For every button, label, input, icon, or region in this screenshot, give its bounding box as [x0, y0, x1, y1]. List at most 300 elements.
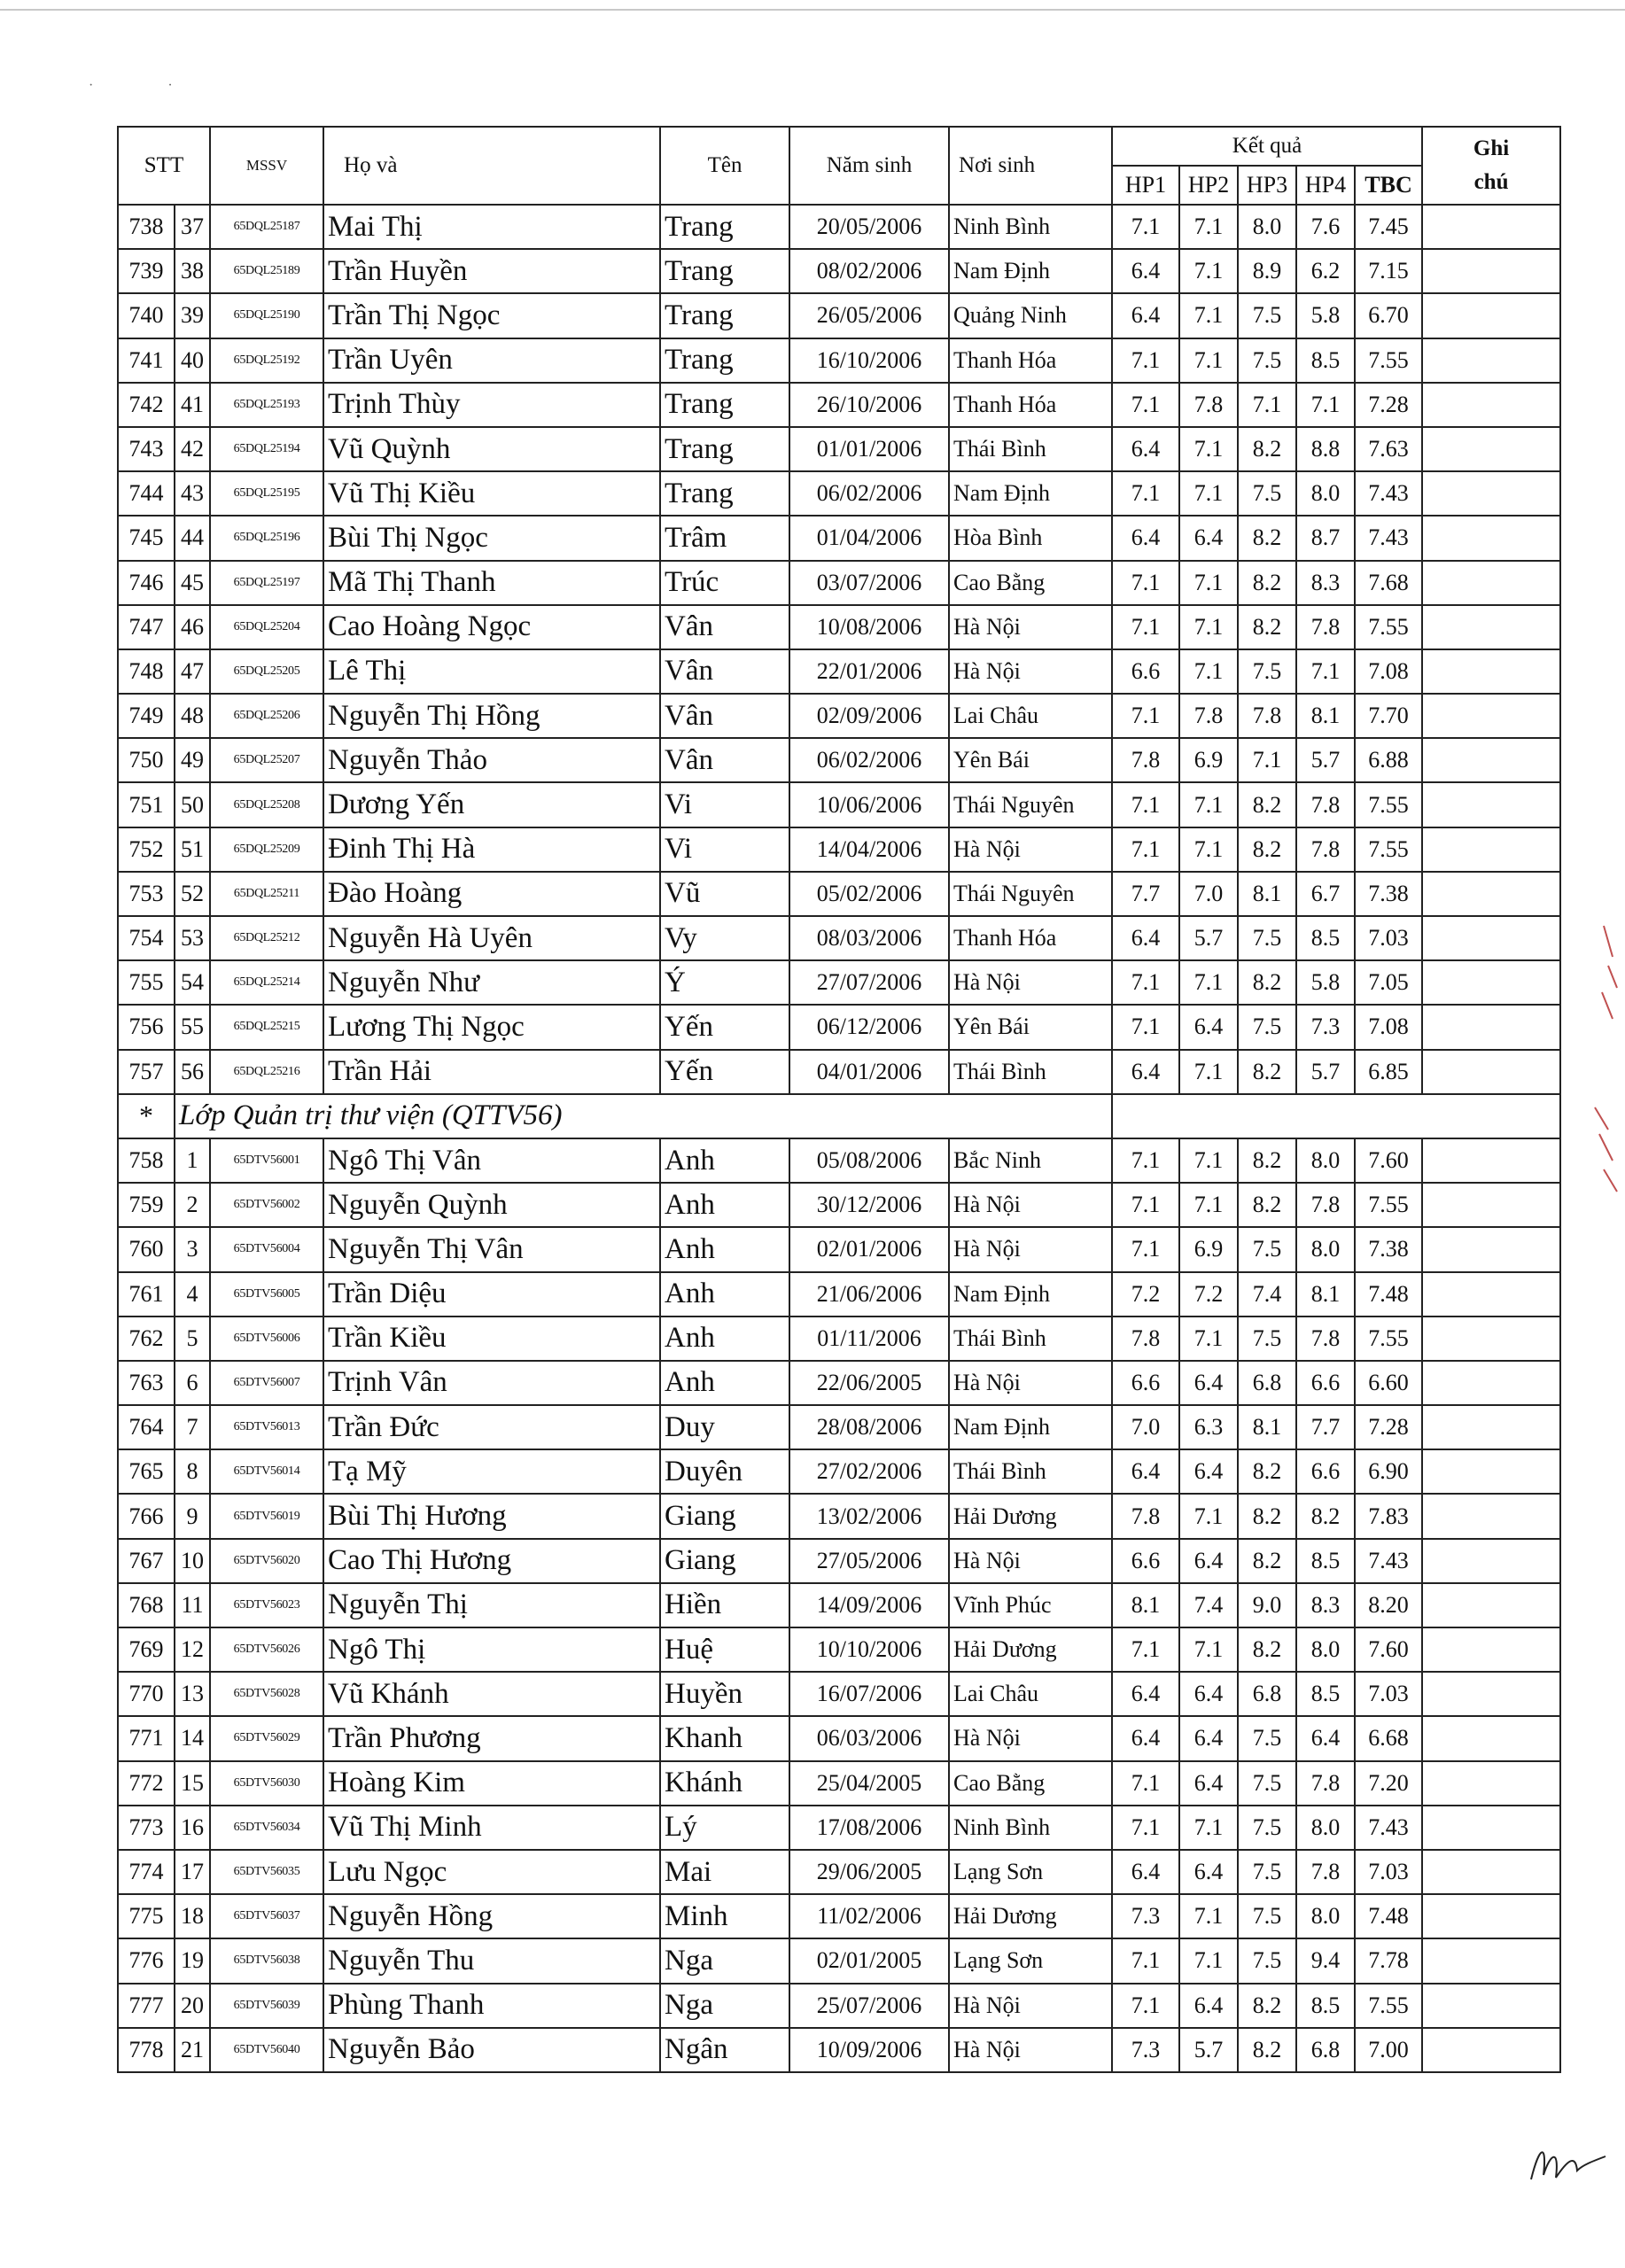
row-ten: Anh [660, 1138, 789, 1183]
row-ho-va: Vũ Thị Kiều [323, 471, 660, 516]
row-hp3: 8.0 [1238, 205, 1296, 249]
row-hp1: 7.1 [1112, 605, 1179, 649]
row-ho-va: Trịnh Thùy [323, 383, 660, 427]
row-hp1: 7.1 [1112, 1183, 1179, 1227]
row-mssv: 65DTV56028 [210, 1672, 323, 1716]
row-tbc: 7.38 [1355, 1227, 1422, 1271]
row-index: 53 [175, 916, 210, 960]
margin-stamp-mark [1568, 921, 1621, 1028]
row-hp2: 6.4 [1179, 1850, 1238, 1894]
row-hp2: 7.1 [1179, 782, 1238, 827]
row-index: 14 [175, 1716, 210, 1760]
row-hp2: 6.4 [1179, 1672, 1238, 1716]
row-stt: 775 [118, 1894, 175, 1938]
row-tbc: 7.43 [1355, 1806, 1422, 1850]
row-stt: 739 [118, 249, 175, 293]
row-noi-sinh: Hà Nội [949, 2028, 1112, 2072]
row-tbc: 7.55 [1355, 1317, 1422, 1361]
row-ten: Trang [660, 338, 789, 383]
row-tbc: 6.68 [1355, 1716, 1422, 1760]
row-hp2: 7.1 [1179, 293, 1238, 338]
row-tbc: 7.43 [1355, 516, 1422, 560]
row-index: 56 [175, 1050, 210, 1094]
row-hp3: 7.4 [1238, 1272, 1296, 1317]
row-mssv: 65DTV56019 [210, 1494, 323, 1538]
row-stt: 749 [118, 694, 175, 738]
row-hp3: 7.5 [1238, 1938, 1296, 1983]
row-hp2: 7.2 [1179, 1272, 1238, 1317]
row-hp4: 8.0 [1296, 1627, 1355, 1672]
row-mssv: 65DQL25190 [210, 293, 323, 338]
margin-stamp-mark-2 [1568, 1099, 1621, 1205]
row-ho-va: Phùng Thanh [323, 1984, 660, 2028]
section-blank [1112, 1094, 1560, 1138]
table-row [118, 605, 1560, 649]
row-tbc: 7.68 [1355, 561, 1422, 605]
row-noi-sinh: Nam Định [949, 1272, 1112, 1317]
row-ten: Ý [660, 960, 789, 1005]
row-hp3: 7.5 [1238, 916, 1296, 960]
row-mssv: 65DQL25192 [210, 338, 323, 383]
row-mssv: 65DQL25197 [210, 561, 323, 605]
row-hp2: 7.8 [1179, 694, 1238, 738]
row-nam-sinh: 11/02/2006 [789, 1894, 949, 1938]
row-nam-sinh: 14/09/2006 [789, 1583, 949, 1627]
row-stt: 752 [118, 827, 175, 872]
row-mssv: 65DQL25214 [210, 960, 323, 1005]
row-hp3: 8.2 [1238, 605, 1296, 649]
row-hp3: 7.5 [1238, 1005, 1296, 1049]
row-tbc: 7.70 [1355, 694, 1422, 738]
row-index: 5 [175, 1317, 210, 1361]
row-ho-va: Trần Uyên [323, 338, 660, 383]
row-ho-va: Bùi Thị Hương [323, 1494, 660, 1538]
row-nam-sinh: 06/03/2006 [789, 1716, 949, 1760]
row-hp1: 7.2 [1112, 1272, 1179, 1317]
row-nam-sinh: 02/09/2006 [789, 694, 949, 738]
row-hp1: 6.4 [1112, 1050, 1179, 1094]
row-mssv: 65DTV56037 [210, 1894, 323, 1938]
table-row [118, 1539, 1560, 1583]
row-hp3: 7.8 [1238, 694, 1296, 738]
row-nam-sinh: 06/12/2006 [789, 1005, 949, 1049]
row-tbc: 7.63 [1355, 427, 1422, 471]
row-index: 20 [175, 1984, 210, 2028]
row-hp2: 7.1 [1179, 1494, 1238, 1538]
row-ten: Nga [660, 1984, 789, 2028]
row-hp3: 7.5 [1238, 1850, 1296, 1894]
row-hp2: 7.1 [1179, 249, 1238, 293]
row-index: 9 [175, 1494, 210, 1538]
row-tbc: 7.28 [1355, 383, 1422, 427]
row-noi-sinh: Thái Bình [949, 1050, 1112, 1094]
header-ghi-chu: Ghi chú [1422, 127, 1560, 205]
row-ghi-chu [1422, 2028, 1560, 2072]
row-hp3: 7.5 [1238, 1761, 1296, 1806]
row-ho-va: Tạ Mỹ [323, 1449, 660, 1494]
row-index: 52 [175, 872, 210, 916]
row-index: 41 [175, 383, 210, 427]
row-index: 15 [175, 1761, 210, 1806]
row-stt: 753 [118, 872, 175, 916]
row-stt: 747 [118, 605, 175, 649]
row-index: 51 [175, 827, 210, 872]
row-index: 54 [175, 960, 210, 1005]
row-mssv: 65DTV56029 [210, 1716, 323, 1760]
row-tbc: 8.20 [1355, 1583, 1422, 1627]
row-noi-sinh: Hà Nội [949, 605, 1112, 649]
row-nam-sinh: 25/07/2006 [789, 1984, 949, 2028]
row-hp2: 6.9 [1179, 1227, 1238, 1271]
row-noi-sinh: Ninh Bình [949, 205, 1112, 249]
row-hp2: 7.1 [1179, 960, 1238, 1005]
row-ghi-chu [1422, 383, 1560, 427]
row-hp1: 6.4 [1112, 1672, 1179, 1716]
row-noi-sinh: Hà Nội [949, 1183, 1112, 1227]
row-hp4: 8.5 [1296, 916, 1355, 960]
row-nam-sinh: 26/10/2006 [789, 383, 949, 427]
row-tbc: 7.48 [1355, 1894, 1422, 1938]
row-ho-va: Mã Thị Thanh [323, 561, 660, 605]
row-index: 4 [175, 1272, 210, 1317]
row-index: 2 [175, 1183, 210, 1227]
row-stt: 751 [118, 782, 175, 827]
row-ten: Huyền [660, 1672, 789, 1716]
row-ghi-chu [1422, 1005, 1560, 1049]
row-mssv: 65DQL25211 [210, 872, 323, 916]
row-hp4: 8.5 [1296, 338, 1355, 383]
row-stt: 771 [118, 1716, 175, 1760]
row-hp1: 7.8 [1112, 738, 1179, 782]
row-stt: 741 [118, 338, 175, 383]
row-hp1: 7.1 [1112, 338, 1179, 383]
row-stt: 769 [118, 1627, 175, 1672]
row-nam-sinh: 22/06/2005 [789, 1361, 949, 1405]
row-hp1: 7.1 [1112, 1627, 1179, 1672]
header-ket-qua: Kết quả [1112, 127, 1422, 166]
row-nam-sinh: 28/08/2006 [789, 1405, 949, 1449]
row-stt: 758 [118, 1138, 175, 1183]
row-tbc: 7.55 [1355, 605, 1422, 649]
row-hp2: 7.1 [1179, 827, 1238, 872]
row-hp4: 7.8 [1296, 782, 1355, 827]
row-ten: Duy [660, 1405, 789, 1449]
row-index: 18 [175, 1894, 210, 1938]
row-mssv: 65DTV56035 [210, 1850, 323, 1894]
table-row [118, 827, 1560, 872]
row-ten: Trang [660, 427, 789, 471]
row-hp4: 8.5 [1296, 1539, 1355, 1583]
row-hp4: 8.7 [1296, 516, 1355, 560]
row-hp2: 7.1 [1179, 1938, 1238, 1983]
row-hp4: 7.8 [1296, 1761, 1355, 1806]
row-noi-sinh: Ninh Bình [949, 1806, 1112, 1850]
row-ghi-chu [1422, 516, 1560, 560]
table-row [118, 2028, 1560, 2072]
row-ten: Khanh [660, 1716, 789, 1760]
row-ghi-chu [1422, 1627, 1560, 1672]
row-mssv: 65DQL25209 [210, 827, 323, 872]
row-hp1: 7.1 [1112, 960, 1179, 1005]
row-ho-va: Hoàng Kim [323, 1761, 660, 1806]
row-index: 47 [175, 649, 210, 694]
row-hp3: 7.5 [1238, 293, 1296, 338]
row-tbc: 7.38 [1355, 872, 1422, 916]
row-hp4: 7.8 [1296, 1317, 1355, 1361]
row-stt: 767 [118, 1539, 175, 1583]
row-hp1: 6.6 [1112, 1539, 1179, 1583]
table-row [118, 1894, 1560, 1938]
table-row [118, 1227, 1560, 1271]
table-row [118, 1716, 1560, 1760]
row-hp3: 9.0 [1238, 1583, 1296, 1627]
row-hp1: 7.1 [1112, 1938, 1179, 1983]
row-ten: Vi [660, 782, 789, 827]
row-hp2: 7.1 [1179, 427, 1238, 471]
row-ghi-chu [1422, 471, 1560, 516]
row-ho-va: Lê Thị [323, 649, 660, 694]
row-hp2: 7.1 [1179, 561, 1238, 605]
table-row [118, 1806, 1560, 1850]
row-tbc: 7.08 [1355, 649, 1422, 694]
row-index: 3 [175, 1227, 210, 1271]
row-tbc: 6.60 [1355, 1361, 1422, 1405]
row-ten: Ngân [660, 2028, 789, 2072]
row-ten: Trang [660, 293, 789, 338]
table-row [118, 1405, 1560, 1449]
table-row [118, 1583, 1560, 1627]
table-body-qttv [118, 1138, 1560, 2072]
row-nam-sinh: 10/10/2006 [789, 1627, 949, 1672]
row-noi-sinh: Lai Châu [949, 694, 1112, 738]
section-marker: * [118, 1094, 175, 1138]
row-hp2: 7.1 [1179, 1806, 1238, 1850]
row-ho-va: Nguyễn Thị Vân [323, 1227, 660, 1271]
row-ten: Vân [660, 649, 789, 694]
row-stt: 754 [118, 916, 175, 960]
row-nam-sinh: 01/11/2006 [789, 1317, 949, 1361]
row-mssv: 65DQL25194 [210, 427, 323, 471]
row-tbc: 7.15 [1355, 249, 1422, 293]
table-row [118, 738, 1560, 782]
row-hp3: 8.2 [1238, 1050, 1296, 1094]
row-ghi-chu [1422, 1183, 1560, 1227]
row-hp1: 7.8 [1112, 1317, 1179, 1361]
row-hp4: 5.8 [1296, 960, 1355, 1005]
row-mssv: 65DTV56023 [210, 1583, 323, 1627]
row-nam-sinh: 10/09/2006 [789, 2028, 949, 2072]
row-nam-sinh: 20/05/2006 [789, 205, 949, 249]
row-ghi-chu [1422, 738, 1560, 782]
header-mssv: MSSV [210, 127, 323, 205]
row-ten: Vân [660, 605, 789, 649]
row-index: 11 [175, 1583, 210, 1627]
row-ho-va: Trịnh Vân [323, 1361, 660, 1405]
row-hp1: 7.1 [1112, 561, 1179, 605]
row-hp2: 6.4 [1179, 516, 1238, 560]
header-hp3: HP3 [1238, 166, 1296, 205]
row-mssv: 65DTV56002 [210, 1183, 323, 1227]
row-tbc: 7.60 [1355, 1138, 1422, 1183]
row-index: 16 [175, 1806, 210, 1850]
header-nam-sinh: Năm sinh [789, 127, 949, 205]
section-row-group [118, 1094, 1560, 1138]
row-hp3: 7.5 [1238, 1317, 1296, 1361]
row-ho-va: Đinh Thị Hà [323, 827, 660, 872]
row-ho-va: Cao Thị Hương [323, 1539, 660, 1583]
row-nam-sinh: 05/08/2006 [789, 1138, 949, 1183]
row-ghi-chu [1422, 1494, 1560, 1538]
row-hp4: 7.8 [1296, 827, 1355, 872]
row-ten: Mai [660, 1850, 789, 1894]
row-hp4: 8.1 [1296, 1272, 1355, 1317]
row-stt: 764 [118, 1405, 175, 1449]
row-ghi-chu [1422, 1984, 1560, 2028]
row-tbc: 7.48 [1355, 1272, 1422, 1317]
row-tbc: 7.83 [1355, 1494, 1422, 1538]
row-hp2: 7.1 [1179, 1894, 1238, 1938]
row-ho-va: Nguyễn Thu [323, 1938, 660, 1983]
row-hp4: 7.8 [1296, 605, 1355, 649]
row-noi-sinh: Thái Nguyên [949, 782, 1112, 827]
section-title: Lớp Quản trị thư viện (QTTV56) [175, 1094, 1112, 1138]
row-hp1: 6.4 [1112, 293, 1179, 338]
row-noi-sinh: Cao Bằng [949, 561, 1112, 605]
row-stt: 744 [118, 471, 175, 516]
table-row [118, 1672, 1560, 1716]
row-noi-sinh: Hải Dương [949, 1627, 1112, 1672]
row-ten: Yến [660, 1005, 789, 1049]
row-hp4: 8.3 [1296, 1583, 1355, 1627]
table-row [118, 338, 1560, 383]
table-row [118, 383, 1560, 427]
table-row [118, 561, 1560, 605]
row-ghi-chu [1422, 694, 1560, 738]
row-nam-sinh: 21/06/2006 [789, 1272, 949, 1317]
table-row [118, 649, 1560, 694]
row-hp4: 6.4 [1296, 1716, 1355, 1760]
row-stt: 740 [118, 293, 175, 338]
row-ho-va: Đào Hoàng [323, 872, 660, 916]
row-ho-va: Trần Huyền [323, 249, 660, 293]
row-nam-sinh: 10/08/2006 [789, 605, 949, 649]
header-noi-sinh: Nơi sinh [949, 127, 1112, 205]
row-hp2: 6.4 [1179, 1984, 1238, 2028]
row-hp4: 8.0 [1296, 1227, 1355, 1271]
row-stt: 748 [118, 649, 175, 694]
row-nam-sinh: 01/04/2006 [789, 516, 949, 560]
row-stt: 743 [118, 427, 175, 471]
row-hp3: 6.8 [1238, 1672, 1296, 1716]
row-hp1: 7.1 [1112, 471, 1179, 516]
row-tbc: 7.55 [1355, 1984, 1422, 2028]
row-hp1: 6.4 [1112, 427, 1179, 471]
row-nam-sinh: 30/12/2006 [789, 1183, 949, 1227]
row-ho-va: Trần Thị Ngọc [323, 293, 660, 338]
row-index: 38 [175, 249, 210, 293]
results-table [117, 126, 1561, 2073]
row-tbc: 7.05 [1355, 960, 1422, 1005]
row-hp4: 7.8 [1296, 1850, 1355, 1894]
row-index: 7 [175, 1405, 210, 1449]
row-ghi-chu [1422, 1850, 1560, 1894]
row-tbc: 7.00 [1355, 2028, 1422, 2072]
scan-top-edge [0, 9, 1625, 11]
table-row [118, 1138, 1560, 1183]
row-index: 8 [175, 1449, 210, 1494]
row-hp2: 7.1 [1179, 605, 1238, 649]
row-hp1: 7.1 [1112, 383, 1179, 427]
row-ten: Vũ [660, 872, 789, 916]
row-ten: Minh [660, 1894, 789, 1938]
row-hp4: 6.8 [1296, 2028, 1355, 2072]
row-nam-sinh: 04/01/2006 [789, 1050, 949, 1094]
row-ghi-chu [1422, 1138, 1560, 1183]
row-hp4: 6.7 [1296, 872, 1355, 916]
row-ten: Duyên [660, 1449, 789, 1494]
row-ho-va: Nguyễn Như [323, 960, 660, 1005]
row-nam-sinh: 25/04/2005 [789, 1761, 949, 1806]
row-hp2: 7.1 [1179, 338, 1238, 383]
row-hp1: 7.1 [1112, 694, 1179, 738]
row-hp1: 6.4 [1112, 516, 1179, 560]
row-noi-sinh: Lạng Sơn [949, 1850, 1112, 1894]
row-ghi-chu [1422, 1672, 1560, 1716]
row-tbc: 7.08 [1355, 1005, 1422, 1049]
row-hp4: 7.7 [1296, 1405, 1355, 1449]
row-ten: Khánh [660, 1761, 789, 1806]
row-ho-va: Trần Phương [323, 1716, 660, 1760]
row-nam-sinh: 14/04/2006 [789, 827, 949, 872]
table-row [118, 1005, 1560, 1049]
table-row [118, 205, 1560, 249]
row-ghi-chu [1422, 782, 1560, 827]
row-stt: 768 [118, 1583, 175, 1627]
row-hp4: 5.7 [1296, 1050, 1355, 1094]
row-ho-va: Nguyễn Thảo [323, 738, 660, 782]
row-ghi-chu [1422, 1894, 1560, 1938]
row-ten: Vy [660, 916, 789, 960]
row-ho-va: Trần Hải [323, 1050, 660, 1094]
row-mssv: 65DQL25195 [210, 471, 323, 516]
row-index: 44 [175, 516, 210, 560]
row-hp1: 7.8 [1112, 1494, 1179, 1538]
row-hp4: 9.4 [1296, 1938, 1355, 1983]
row-hp4: 8.5 [1296, 1672, 1355, 1716]
row-ho-va: Nguyễn Quỳnh [323, 1183, 660, 1227]
row-ghi-chu [1422, 427, 1560, 471]
row-ghi-chu [1422, 1583, 1560, 1627]
row-hp1: 7.1 [1112, 1761, 1179, 1806]
row-ghi-chu [1422, 1405, 1560, 1449]
row-noi-sinh: Bắc Ninh [949, 1138, 1112, 1183]
row-hp2: 5.7 [1179, 916, 1238, 960]
row-tbc: 7.60 [1355, 1627, 1422, 1672]
row-mssv: 65DTV56007 [210, 1361, 323, 1405]
row-ghi-chu [1422, 1361, 1560, 1405]
header-stt: STT [118, 127, 210, 205]
row-hp2: 7.4 [1179, 1583, 1238, 1627]
row-nam-sinh: 27/05/2006 [789, 1539, 949, 1583]
row-hp2: 5.7 [1179, 2028, 1238, 2072]
row-hp1: 7.1 [1112, 1005, 1179, 1049]
row-hp3: 8.2 [1238, 1183, 1296, 1227]
row-tbc: 7.43 [1355, 471, 1422, 516]
row-index: 39 [175, 293, 210, 338]
row-hp1: 7.1 [1112, 827, 1179, 872]
row-ghi-chu [1422, 1449, 1560, 1494]
row-nam-sinh: 03/07/2006 [789, 561, 949, 605]
